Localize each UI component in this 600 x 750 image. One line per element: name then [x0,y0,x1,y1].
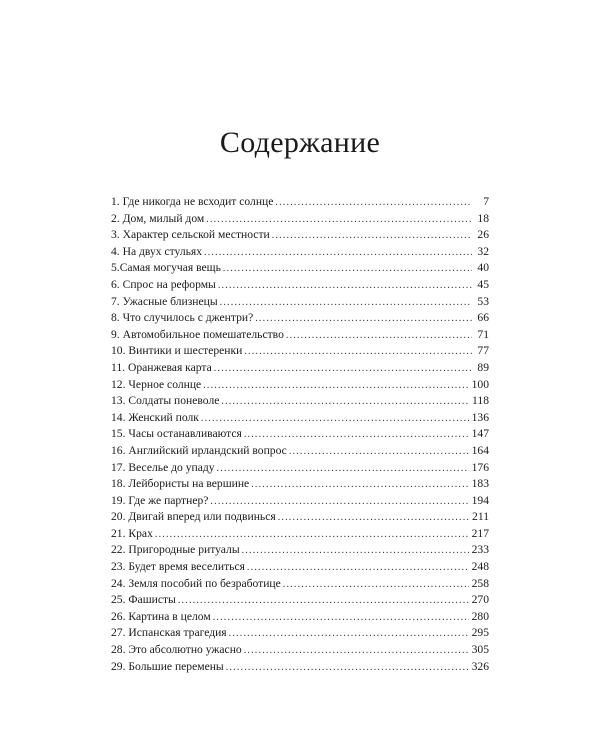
toc-entry[interactable] [111,244,489,261]
toc-dot-leader [275,195,472,212]
table-of-contents [111,194,489,675]
toc-entry-title: 1. Где никогда не всходит солнце [111,195,274,208]
toc-entry[interactable] [111,294,489,311]
toc-entry-page: 326 [471,659,489,673]
toc-entry[interactable] [111,509,489,526]
toc-dot-leader [244,427,469,444]
toc-entry-title: 14. Женский полк [111,410,199,424]
toc-entry-title: 20. Двигай вперед или подвинься [111,510,276,524]
toc-entry-page: 270 [471,593,489,607]
toc-entry[interactable] [111,542,489,559]
toc-dot-leader [203,378,468,395]
toc-entry-page: 18 [477,211,489,225]
toc-entry-title: 13. Солдаты поневоле [111,394,220,408]
toc-dot-leader [201,411,469,428]
toc-entry-page: 66 [477,311,489,325]
toc-entry-page: 217 [471,526,489,540]
toc-entry[interactable] [111,642,489,659]
toc-entry-page: 295 [471,626,489,640]
toc-entry-page: 183 [471,477,489,491]
toc-entry[interactable] [111,327,489,344]
toc-entry-page: 100 [471,377,489,391]
toc-entry-page: 147 [471,427,489,441]
toc-dot-leader [272,228,472,245]
toc-entry-page: 280 [471,609,489,623]
toc-entry[interactable] [111,609,489,626]
toc-entry-title: 8. Что случилось с джентри? [111,311,254,325]
toc-entry-title: 21. Крах [111,526,153,540]
toc-dot-leader [178,593,469,610]
toc-entry-page: 211 [472,510,489,524]
toc-entry[interactable] [111,426,489,443]
toc-entry-page: 7 [483,195,489,208]
toc-dot-leader [226,660,469,677]
toc-entry[interactable] [111,377,489,394]
toc-entry[interactable] [111,559,489,576]
toc-entry-title: 25. Фашисты [111,593,176,607]
toc-entry-title: 15. Часы останавливаются [111,427,242,441]
toc-entry[interactable] [111,277,489,294]
toc-entry-title: 28. Это абсолютно ужасно [111,643,242,657]
toc-entry-page: 176 [471,460,489,474]
toc-entry[interactable] [111,576,489,593]
toc-entry-title: 26. Картина в целом [111,609,211,623]
toc-entry-title: 18. Лейбористы на вершине [111,477,250,491]
toc-entry-page: 45 [477,277,489,291]
toc-entry-page: 77 [477,344,489,358]
toc-dot-leader [289,444,469,461]
toc-dot-leader [286,328,472,345]
toc-entry-page: 248 [471,560,489,574]
toc-entry-title: 9. Автомобильное помешательство [111,327,284,341]
toc-dot-leader [213,610,469,627]
toc-entry[interactable] [111,443,489,460]
toc-entry-title: 6. Спрос на реформы [111,277,216,291]
toc-entry[interactable] [111,410,489,427]
page-title: Содержание [219,126,381,159]
toc-dot-leader [218,278,472,295]
toc-dot-leader [221,394,469,411]
toc-entry-page: 233 [471,543,489,557]
toc-entry-page: 136 [471,410,489,424]
toc-dot-leader [244,344,472,361]
toc-dot-leader [283,577,469,594]
toc-dot-leader [247,560,469,577]
toc-dot-leader [278,510,469,527]
toc-dot-leader [229,626,469,643]
toc-entry-page: 305 [471,643,489,657]
toc-entry[interactable] [111,476,489,493]
toc-entry-page: 32 [477,244,489,258]
toc-dot-leader [217,461,469,478]
toc-entry[interactable] [111,211,489,228]
toc-dot-leader [206,212,472,229]
toc-entry-title: 17. Веселье до упаду [111,460,215,474]
toc-entry[interactable] [111,393,489,410]
toc-entry[interactable] [111,493,489,510]
toc-entry-title: 4. На двух стульях [111,244,203,258]
toc-entry-page: 71 [477,327,489,341]
toc-entry-page: 258 [471,576,489,590]
toc-entry-title: 2. Дом, милый дом [111,211,205,225]
toc-entry-title: 24. Земля пособий по безработице [111,576,281,590]
toc-dot-leader [242,543,469,560]
toc-entry[interactable] [111,343,489,360]
toc-entry-page: 194 [471,493,489,507]
toc-dot-leader [214,361,472,378]
toc-dot-leader [251,477,468,494]
toc-entry-page: 118 [472,394,489,408]
toc-dot-leader [255,311,472,328]
toc-entry[interactable] [111,360,489,377]
toc-entry-title: 12. Черное солнце [111,377,202,391]
toc-entry-title: 16. Английский ирландский вопрос [111,443,287,457]
toc-entry-title: 7. Ужасные близнецы [111,294,218,308]
toc-entry-title: 19. Где же партнер? [111,493,209,507]
toc-entry-title: 22. Пригородные ритуалы [111,543,240,557]
toc-dot-leader [204,245,472,262]
toc-dot-leader [223,261,472,278]
toc-entry-page: 53 [477,294,489,308]
toc-entry[interactable] [111,310,489,327]
toc-entry[interactable] [111,227,489,244]
toc-dot-leader [220,295,472,312]
toc-entry-title: 3. Характер сельской местности [111,228,270,242]
toc-entry[interactable] [111,460,489,477]
toc-entry[interactable] [111,659,489,676]
toc-entry-page: 164 [471,443,489,457]
toc-dot-leader [155,527,469,544]
toc-entry-title: 23. Будет время веселиться [111,560,245,574]
toc-entry-page: 26 [477,228,489,242]
toc-entry[interactable] [111,526,489,543]
toc-entry-title: 10. Винтики и шестеренки [111,344,243,358]
toc-entry[interactable] [111,625,489,642]
toc-dot-leader [210,494,468,511]
toc-entry[interactable] [111,260,489,277]
toc-entry-page: 89 [477,360,489,374]
toc-entry-title: 5.Самая могучая вещь [111,261,221,275]
toc-entry-title: 27. Испанская трагедия [111,626,227,640]
toc-entry-title: 29. Большие перемены [111,659,224,673]
toc-dot-leader [244,643,469,660]
toc-entry-title: 11. Оранжевая карта [111,360,212,374]
toc-entry[interactable] [111,592,489,609]
toc-entry[interactable] [111,194,489,211]
toc-entry-page: 40 [477,261,489,275]
